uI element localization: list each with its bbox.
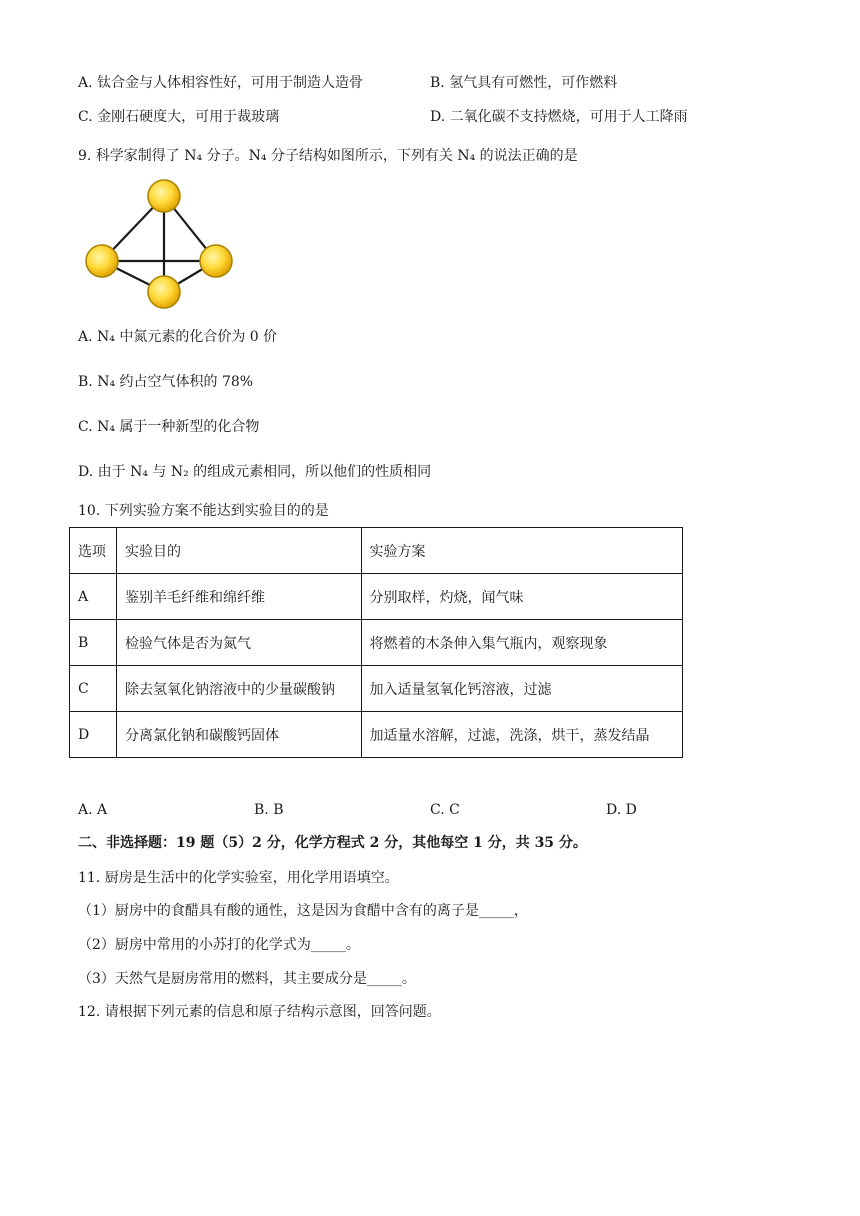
q11-stem: 11. 厨房是生活中的化学实验室，用化学用语填空。 [78, 870, 399, 886]
table-cell: A [70, 574, 117, 620]
table-header-row [70, 528, 683, 574]
table-cell: 加入适量氢氧化钙溶液，过滤 [361, 666, 682, 712]
nitrogen-atom-right [200, 245, 232, 277]
q8-option-b: B. 氢气具有可燃性，可作燃料 [430, 75, 618, 91]
table-cell: 将燃着的木条伸入集气瓶内，观察现象 [361, 620, 682, 666]
q11-part-2: （2）厨房中常用的小苏打的化学式为_____。 [78, 937, 360, 953]
q11-part-3: （3）天然气是厨房常用的燃料，其主要成分是_____。 [78, 971, 416, 987]
table-cell: D [70, 712, 117, 758]
q9-option-c: C. N₄ 属于一种新型的化合物 [78, 419, 260, 435]
table-cell: C [70, 666, 117, 712]
q10-answer-d: D. D [606, 802, 637, 818]
table-cell: 鉴别羊毛纤维和绵纤维 [116, 574, 361, 620]
nitrogen-atom-bottom [148, 276, 180, 308]
nitrogen-atom-left [86, 245, 118, 277]
table-row [70, 574, 683, 620]
table-row [70, 712, 683, 758]
experiment-table [69, 527, 683, 758]
q9-option-d: D. 由于 N₄ 与 N₂ 的组成元素相同，所以他们的性质相同 [78, 464, 432, 480]
table-cell: 检验气体是否为氮气 [116, 620, 361, 666]
table-cell: B [70, 620, 117, 666]
n4-molecule-diagram [78, 176, 240, 310]
q9-stem: 9. 科学家制得了 N₄ 分子。N₄ 分子结构如图所示，下列有关 N₄ 的说法正确的是 [78, 148, 578, 164]
table-cell: 分别取样，灼烧，闻气味 [361, 574, 682, 620]
table-cell: 除去氢氧化钠溶液中的少量碳酸钠 [116, 666, 361, 712]
table-header-cell: 实验方案 [361, 528, 682, 574]
q8-option-d: D. 二氧化碳不支持燃烧，可用于人工降雨 [430, 109, 688, 125]
q12-stem: 12. 请根据下列元素的信息和原子结构示意图，回答问题。 [78, 1004, 441, 1020]
section-title: 二、非选择题：19 题（5）2 分，化学方程式 2 分，其他每空 1 分，共 35 分。 [78, 835, 587, 851]
q9-option-a: A. N₄ 中氮元素的化合价为 0 价 [78, 329, 278, 345]
q10-answer-a: A. A [78, 802, 108, 818]
q11-part-1: （1）厨房中的食醋具有酸的通性，这是因为食醋中含有的离子是_____， [78, 903, 528, 919]
table-header-cell: 实验目的 [116, 528, 361, 574]
q8-option-a: A. 钛合金与人体相容性好，可用于制造人造骨 [78, 75, 364, 91]
q9-option-b: B. N₄ 约占空气体积的 78% [78, 374, 254, 390]
q8-option-c: C. 金刚石硬度大，可用于裁玻璃 [78, 109, 280, 125]
q10-answer-c: C. C [430, 802, 460, 818]
nitrogen-atom-top [148, 180, 180, 212]
table-row [70, 620, 683, 666]
table-header-cell: 选项 [70, 528, 117, 574]
table-cell: 分离氯化钠和碳酸钙固体 [116, 712, 361, 758]
table-cell: 加适量水溶解，过滤，洗涤，烘干，蒸发结晶 [361, 712, 682, 758]
table-row [70, 666, 683, 712]
q10-stem: 10. 下列实验方案不能达到实验目的的是 [78, 503, 329, 519]
q10-answer-b: B. B [254, 802, 284, 818]
